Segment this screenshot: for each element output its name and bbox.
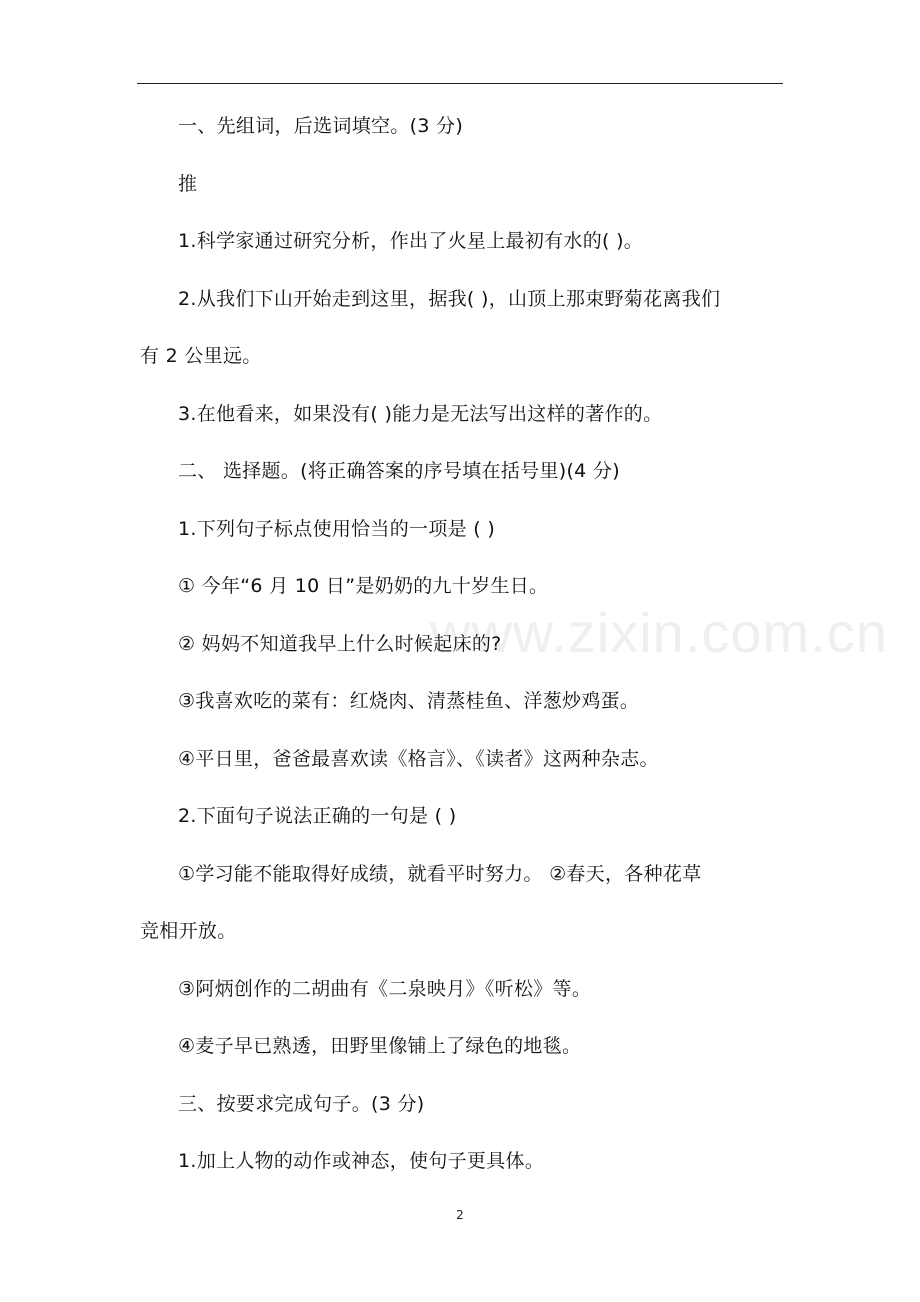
text-line: 1.科学家通过研究分析，作出了火星上最初有水的( )。 bbox=[178, 230, 644, 252]
text-line: ① 今年“6 月 10 日”是奶奶的九十岁生日。 bbox=[178, 575, 549, 597]
text-line: 有 2 公里远。 bbox=[140, 345, 262, 367]
text-line: 一、先组词，后选词填空。(3 分) bbox=[178, 115, 464, 137]
text-line: ①学习能不能取得好成绩，就看平时努力。 ②春天，各种花草 bbox=[178, 862, 702, 885]
text-line: ② 妈妈不知道我早上什么时候起床的? bbox=[178, 632, 502, 655]
text-line: 竞相开放。 bbox=[140, 920, 237, 942]
text-line: ④平日里，爸爸最喜欢读《格言》、《读者》这两种杂志。 bbox=[178, 747, 659, 770]
text-line: 2.下面句子说法正确的一句是 ( ) bbox=[178, 805, 457, 827]
text-line: 二、 选择题。(将正确答案的序号填在括号里)(4 分) bbox=[178, 460, 620, 482]
text-line: 3.在他看来，如果没有( )能力是无法写出这样的著作的。 bbox=[178, 402, 663, 425]
text-line: 推 bbox=[178, 172, 198, 195]
text-line: ③阿炳创作的二胡曲有《二泉映月》《听松》等。 bbox=[178, 977, 592, 1000]
text-line: 1.加上人物的动作或神态，使句子更具体。 bbox=[178, 1150, 545, 1172]
watermark: www.zixin.com.cn bbox=[430, 601, 888, 664]
text-line: ④麦子早已熟透，田野里像铺上了绿色的地毯。 bbox=[178, 1035, 582, 1057]
document-body bbox=[140, 98, 782, 1191]
page-number: 2 bbox=[456, 1208, 464, 1222]
text-line: 三、按要求完成句子。(3 分) bbox=[178, 1092, 425, 1115]
text-line: 2.从我们下山开始走到这里，据我( )，山顶上那束野菊花离我们 bbox=[178, 287, 721, 310]
text-line: ③我喜欢吃的菜有：红烧肉、清蒸桂鱼、洋葱炒鸡蛋。 bbox=[178, 690, 640, 712]
text-line: 1.下列句子标点使用恰当的一项是 ( ) bbox=[178, 517, 496, 540]
header-rule bbox=[137, 83, 783, 84]
